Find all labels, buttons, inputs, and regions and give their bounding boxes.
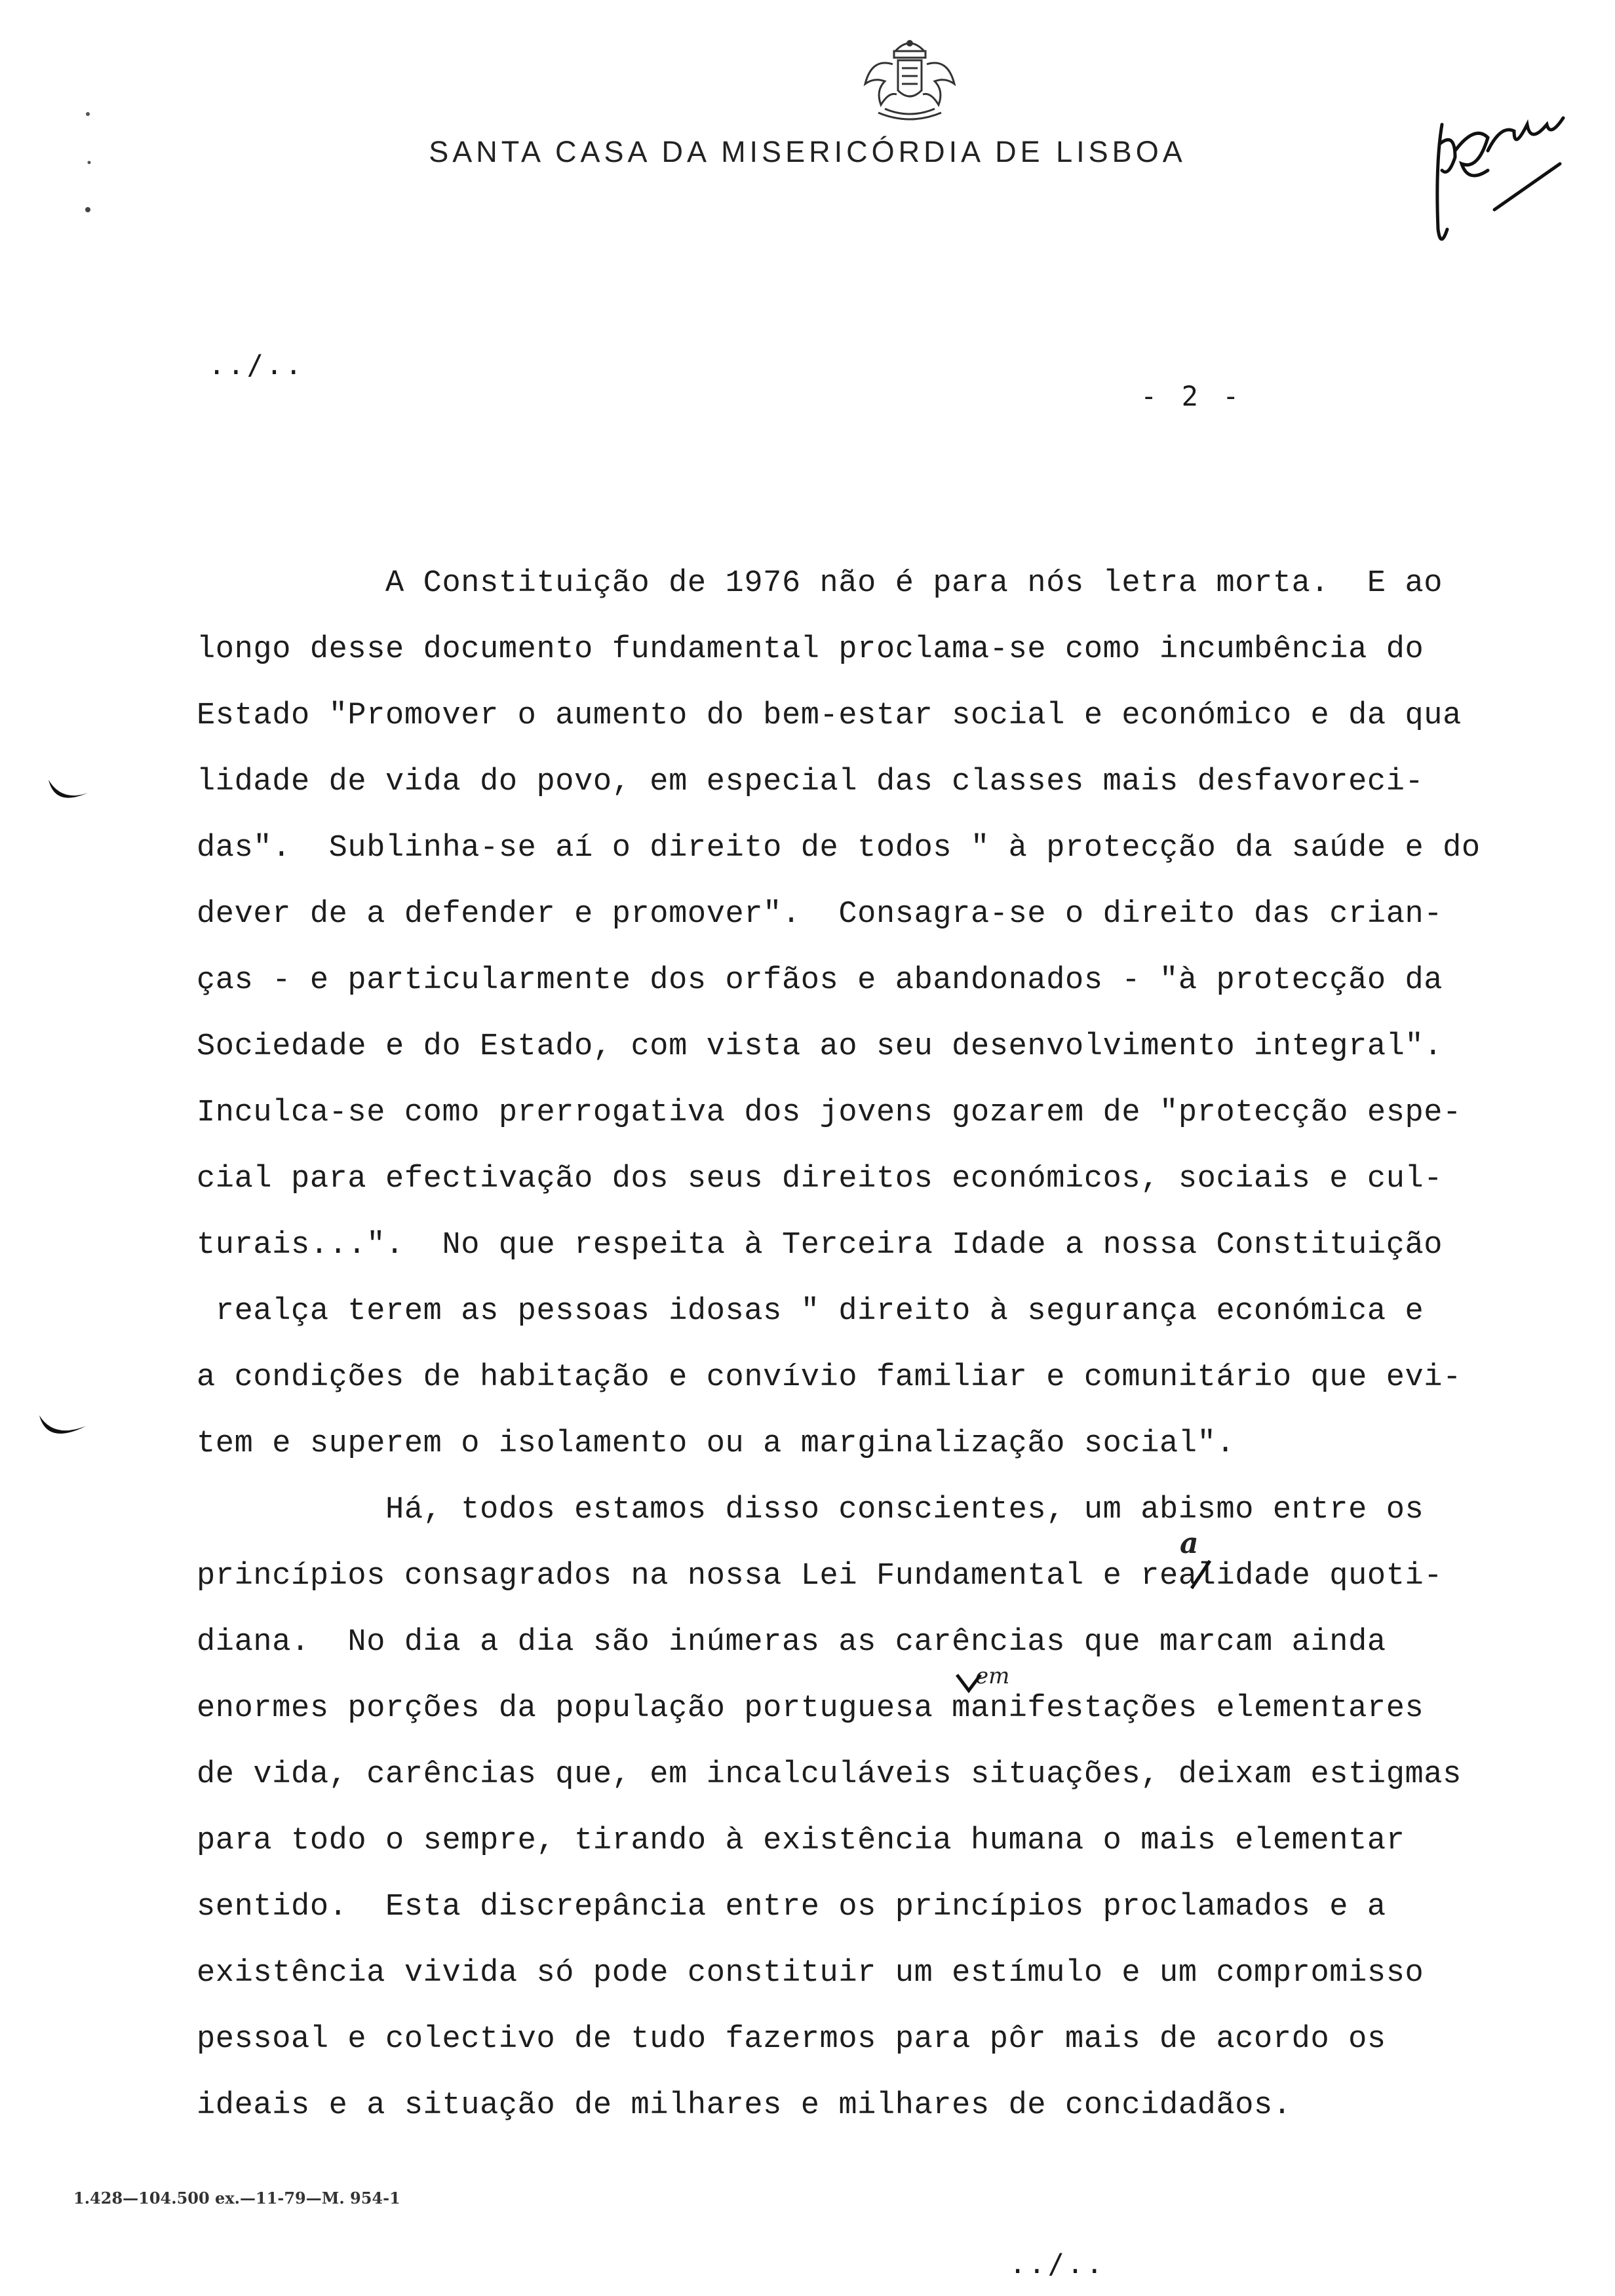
insertion-caret-icon xyxy=(954,1671,983,1694)
text-line: realça terem as pessoas idosas " direito à segurança económica e xyxy=(197,1294,1424,1329)
text-line: de vida, carências que, em incalculáveis situações, deixam estigmas xyxy=(197,1757,1462,1792)
text-line: existência vivida só pode constituir um estímulo e um compromisso xyxy=(197,1956,1424,1991)
print-reference-code: 1.428—104.500 ex.—11-79—M. 954-1 xyxy=(73,2189,400,2208)
text-line: ideais e a situação de milhares e milhares de concidadãos. xyxy=(197,2088,1292,2123)
body-text xyxy=(197,550,1573,2139)
text-line: longo desse documento fundamental proclama-se como incumbência do xyxy=(197,632,1424,667)
text-line: ças - e particularmente dos orfãos e abandonados - "à protecção da xyxy=(197,963,1443,998)
insertion-stroke-icon xyxy=(1188,1558,1214,1591)
margin-dots xyxy=(79,105,105,236)
continuation-mark-top: ../.. xyxy=(208,349,305,381)
text-line: sentido. Esta discrepância entre os princípios proclamados e a xyxy=(197,1890,1386,1924)
handwritten-insert-a: a xyxy=(1180,1527,1199,1560)
text-line: pessoal e colectivo de tudo fazermos para pôr mais de acordo os xyxy=(197,2022,1386,2057)
text-line: turais...". No que respeita à Terceira Idade a nossa Constituição xyxy=(197,1228,1443,1263)
text-line: lidade de vida do povo, em especial das classes mais desfavoreci- xyxy=(197,765,1424,799)
text-line: Inculca-se como prerrogativa dos jovens gozarem de "protecção espe- xyxy=(197,1096,1462,1130)
punch-hole-mark-upper xyxy=(42,767,94,819)
text-line: a condições de habitação e convívio familiar e comunitário que evi- xyxy=(197,1360,1462,1395)
text-line: para todo o sempre, tirando à existência humana o mais elementar xyxy=(197,1824,1405,1858)
text-line: A Constituição de 1976 não é para nós letra morta. E ao xyxy=(197,566,1443,601)
institution-letterhead: SANTA CASA DA MISERICÓRDIA DE LISBOA xyxy=(429,135,1186,168)
continuation-mark-bottom: ../.. xyxy=(1009,2248,1106,2280)
handwritten-insert-em: em xyxy=(975,1663,1010,1689)
text-line: Estado "Promover o aumento do bem-estar social e económico e da qua xyxy=(197,698,1462,733)
text-line: Sociedade e do Estado, com vista ao seu desenvolvimento integral". xyxy=(197,1029,1443,1064)
handwritten-initials-signature xyxy=(1416,98,1586,269)
text-line: das". Sublinha-se aí o direito de todos " à protecção da saúde e do xyxy=(197,831,1481,866)
text-line: cial para efectivação dos seus direitos económicos, sociais e cul- xyxy=(197,1162,1443,1196)
punch-hole-mark-lower xyxy=(34,1402,93,1455)
text-line: tem e superem o isolamento ou a marginalização social". xyxy=(197,1426,1236,1461)
text-line: Há, todos estamos disso conscientes, um abismo entre os xyxy=(197,1493,1424,1527)
page-number: - 2 - xyxy=(1140,380,1243,412)
coat-of-arms-icon xyxy=(852,31,967,130)
text-line: dever de a defender e promover". Consagra-se o direito das crian- xyxy=(197,897,1443,932)
text-line: enormes porções da população portuguesa manifestações elementares xyxy=(197,1691,1424,1726)
text-line: diana. No dia a dia são inúmeras as carências que marcam ainda xyxy=(197,1625,1386,1660)
text-line: princípios consagrados na nossa Lei Fundamental e realidade quoti- xyxy=(197,1559,1443,1594)
